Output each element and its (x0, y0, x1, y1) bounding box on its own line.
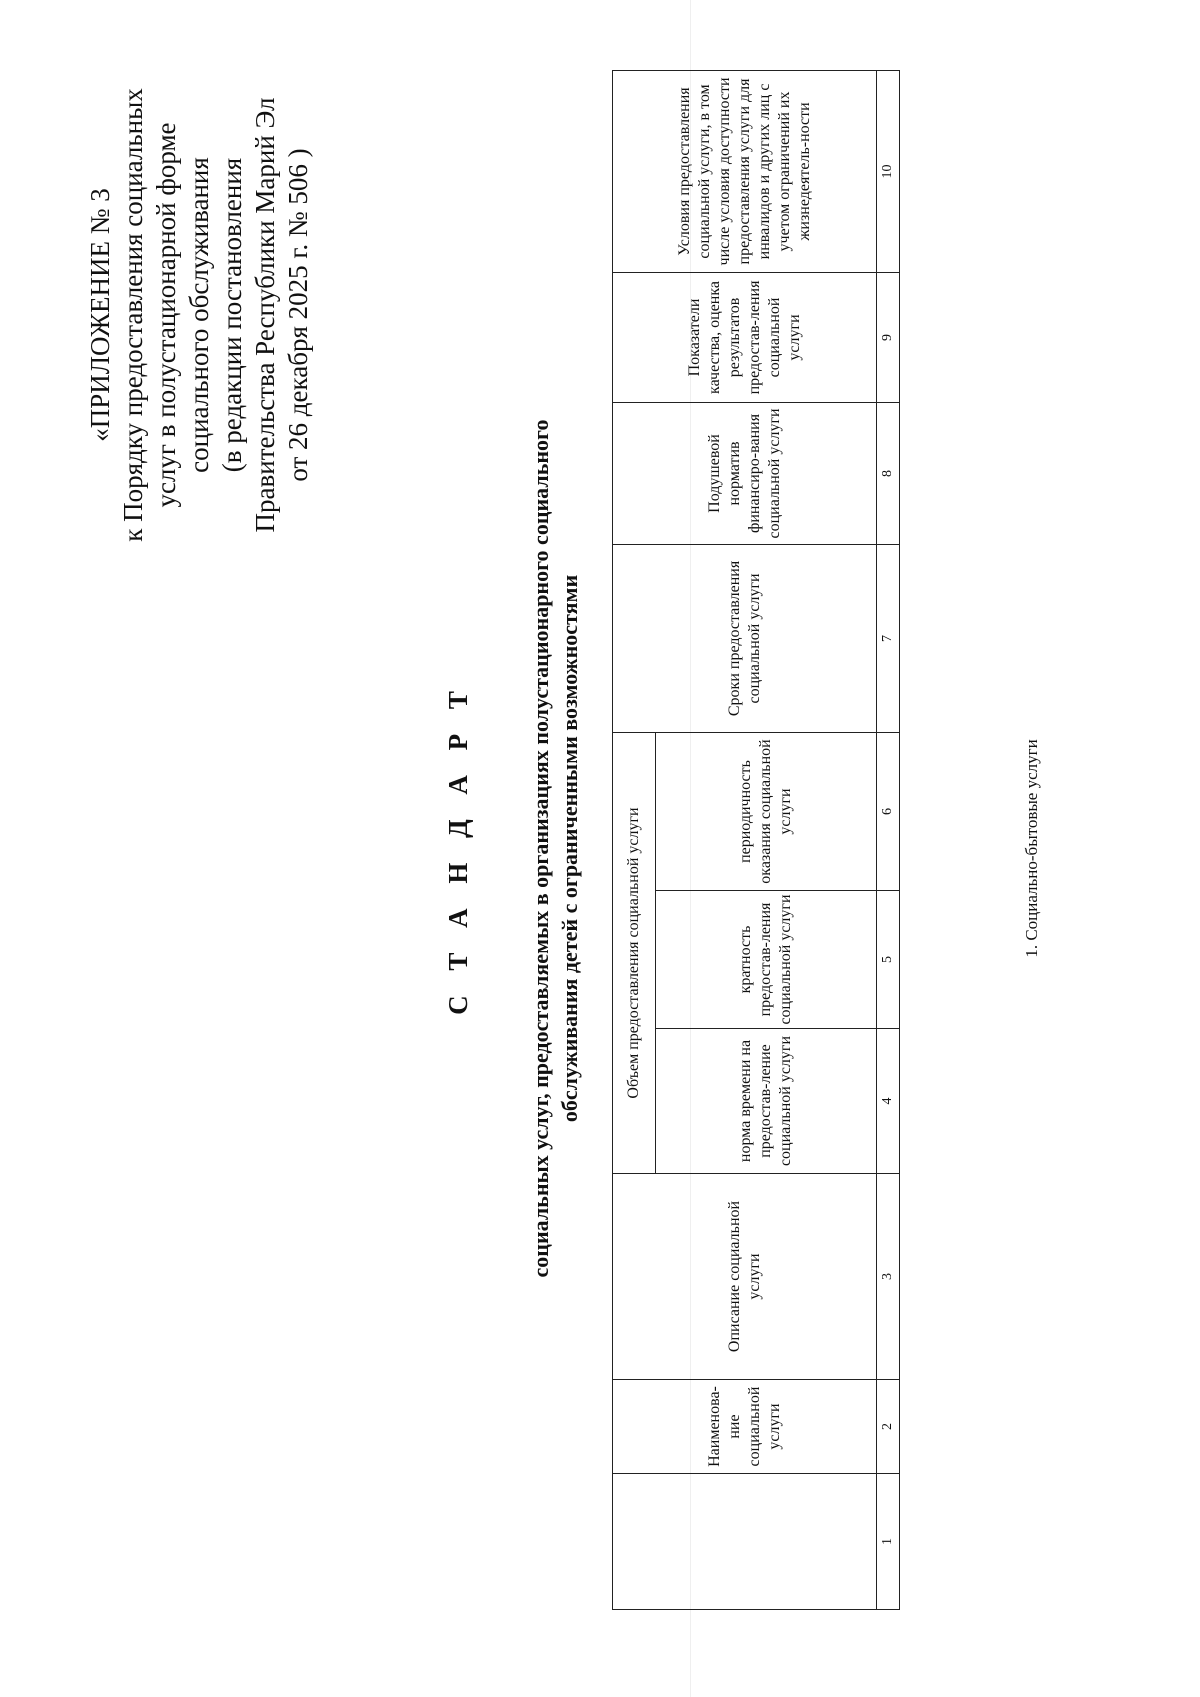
column-number: 4 (877, 1029, 900, 1174)
header-cell-service-name: Наименова-ние социальной услуги (613, 1380, 877, 1474)
column-number: 10 (877, 70, 900, 272)
appendix-line: «ПРИЛОЖЕНИЕ № 3 (85, 188, 115, 442)
document-subtitle-line-2: обслуживания детей с ограниченными возможностями (557, 574, 582, 1123)
standard-table (612, 70, 900, 1610)
appendix-line: (в редакции постановления (217, 157, 247, 473)
column-number: 1 (877, 1474, 900, 1610)
appendix-line: к Порядку предоставления социальных (118, 88, 148, 542)
column-number: 8 (877, 402, 900, 544)
column-number: 2 (877, 1380, 900, 1474)
table-number-row (877, 70, 900, 1609)
header-cell-conditions: Условия предоставления социальной услуги, в том числе условия доступности предоставления услуги для инвалидов и других лиц с учетом ограничений их жизнедеятель-ности (613, 70, 877, 272)
column-number: 6 (877, 732, 900, 890)
column-number: 7 (877, 544, 900, 732)
header-cell-multiplicity: кратность предостав-ления социальной услуги (656, 891, 877, 1029)
section-heading: 1. Социально-бытовые услуги (1022, 739, 1041, 958)
appendix-block (84, 45, 315, 585)
document-title: С Т А Н Д А Р Т (443, 682, 473, 1015)
header-cell-periodicity: периодичность оказания социальной услуги (656, 732, 877, 890)
column-number: 3 (877, 1174, 900, 1380)
header-cell-time-norm: норма времени на предостав-ление социальной услуги (656, 1029, 877, 1174)
header-cell-financing: Подушевой норматив финансиро-вания социальной услуги (613, 402, 877, 544)
header-cell-1 (613, 1474, 877, 1610)
header-cell-terms: Сроки предоставления социальной услуги (613, 544, 877, 732)
appendix-line: Правительства Республики Марий Эл (250, 97, 280, 533)
header-cell-quality: Показатели качества, оценка результатов предостав-ления социальной услуги (613, 272, 877, 402)
header-cell-volume-group: Объем предоставления социальной услуги (613, 732, 656, 1173)
column-number: 5 (877, 891, 900, 1029)
appendix-line: от 26 декабря 2025 г. № 506 ) (283, 148, 313, 482)
table-header-row (613, 70, 656, 1609)
document-subtitle-line-1: социальных услуг, предоставляемых в организациях полустационарного социального (528, 419, 553, 1278)
appendix-line: услуг в полустационарной форме (151, 122, 181, 508)
header-cell-description: Описание социальной услуги (613, 1174, 877, 1380)
appendix-line: социального обслуживания (184, 157, 214, 473)
column-number: 9 (877, 272, 900, 402)
